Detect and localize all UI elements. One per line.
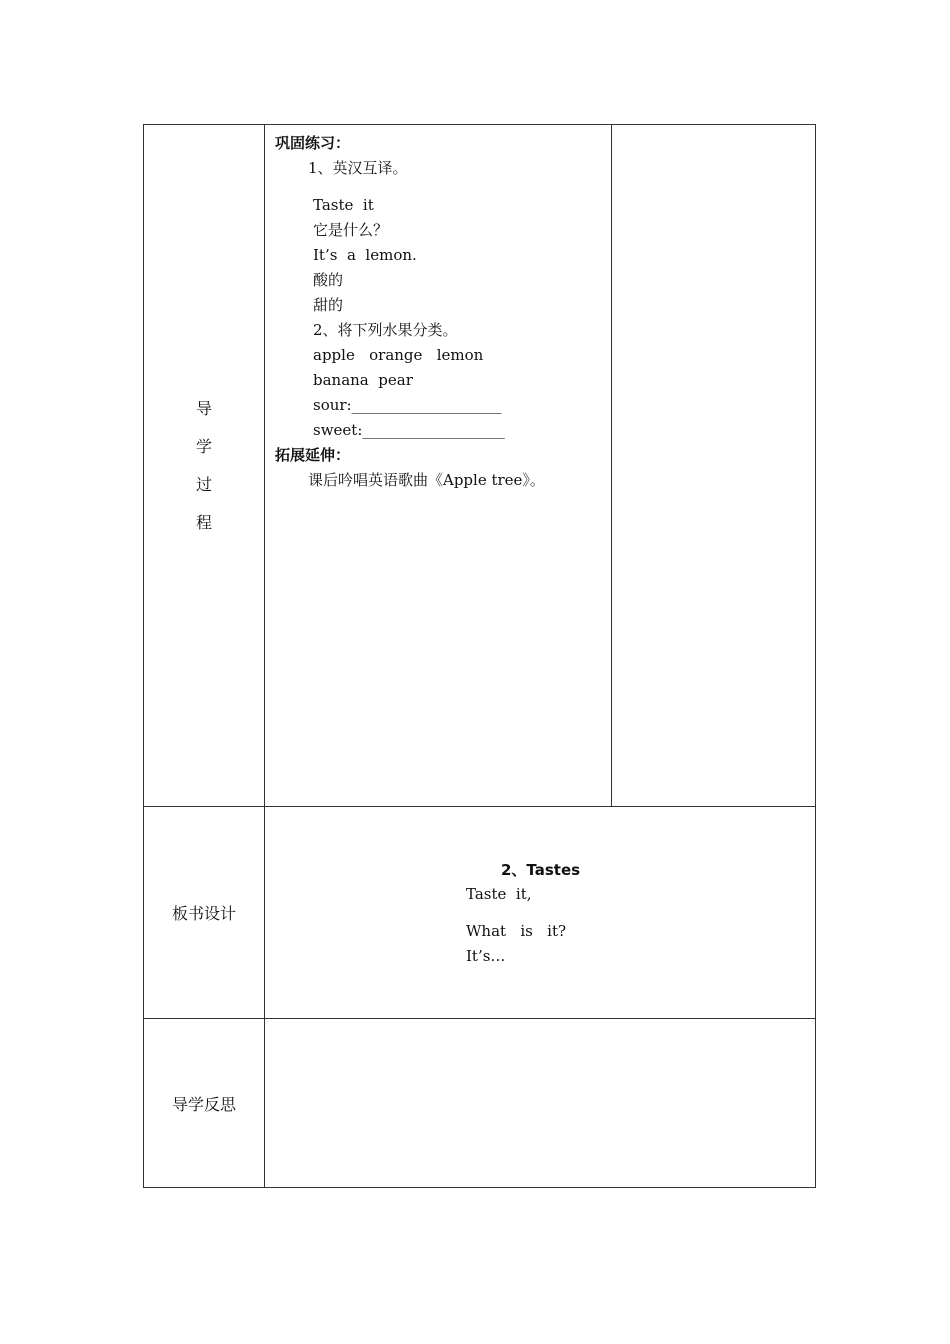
translate-item: Taste it xyxy=(313,196,374,214)
extension-text: 课后吟唱英语歌曲《Apple tree》。 xyxy=(308,471,545,489)
translate-item: It’s a lemon. xyxy=(313,246,417,264)
fruits-line: apple orange lemon xyxy=(313,346,484,364)
board-line: What is it? xyxy=(466,922,567,940)
reflection-row xyxy=(144,1019,816,1188)
board-line: It’s… xyxy=(466,947,506,965)
sweet-blank-line: sweet:___________________ xyxy=(313,421,505,439)
practice-question-1: 1、英汉互译。 xyxy=(308,159,408,177)
board-label: 板书设计 xyxy=(144,807,265,1019)
extension-heading: 拓展延伸： xyxy=(275,446,351,464)
process-content-cell xyxy=(265,125,612,807)
sour-blank-line: sour:____________________ xyxy=(313,396,502,414)
board-title: 2、Tastes xyxy=(501,861,581,879)
fruits-line: banana pear xyxy=(313,371,413,389)
process-label xyxy=(144,397,264,535)
translate-item: 甜的 xyxy=(313,296,344,314)
reflection-content-cell xyxy=(265,1019,816,1188)
lesson-plan-table xyxy=(143,124,816,1188)
process-notes-cell xyxy=(612,125,816,807)
process-label-cell xyxy=(144,125,265,807)
translate-item: 它是什么？ xyxy=(313,221,389,239)
process-label-char: 程 xyxy=(195,512,212,532)
process-label-char: 导 xyxy=(195,398,212,418)
board-content-cell xyxy=(265,807,816,1019)
process-content xyxy=(265,125,611,493)
reflection-label: 导学反思 xyxy=(144,1019,265,1188)
process-row xyxy=(144,125,816,807)
board-row xyxy=(144,807,816,1019)
practice-question-2: 2、将下列水果分类。 xyxy=(313,321,458,339)
board-content xyxy=(265,807,815,1018)
practice-heading: 巩固练习： xyxy=(275,134,351,152)
board-line: Taste it, xyxy=(466,885,532,903)
translate-item: 酸的 xyxy=(313,271,344,289)
process-label-char: 过 xyxy=(195,474,212,494)
process-label-char: 学 xyxy=(195,436,212,456)
